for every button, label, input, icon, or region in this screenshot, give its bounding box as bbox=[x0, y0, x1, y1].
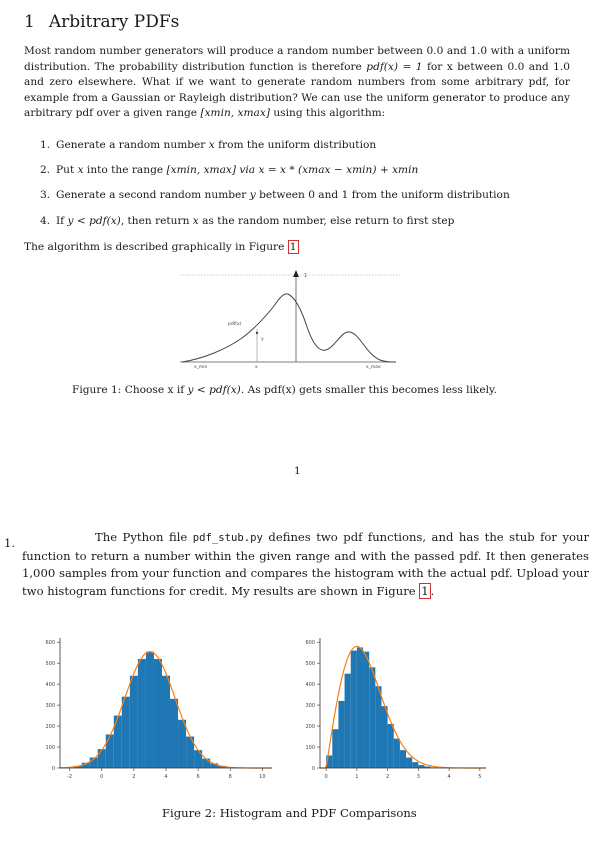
step-1-text-b: from the uniform distribution bbox=[214, 139, 377, 151]
y-tick-label: 300 bbox=[45, 703, 55, 710]
histogram-bar bbox=[351, 651, 357, 768]
step-3-number: 3. bbox=[40, 189, 51, 201]
histogram-right bbox=[296, 630, 496, 780]
step-2-text-b: into the range bbox=[83, 164, 167, 176]
x-tick-label: 1 bbox=[355, 774, 359, 780]
page-number: 1 bbox=[294, 465, 301, 477]
figure-1-diagram bbox=[180, 266, 410, 374]
algorithm-sentence-text: The algorithm is described graphically in Figure bbox=[24, 241, 288, 253]
step-2-text-a: Put bbox=[56, 164, 78, 176]
intro-text-3: using this algorithm: bbox=[269, 107, 386, 119]
y-tick-label: 400 bbox=[305, 682, 315, 689]
y-tick-label: 100 bbox=[305, 745, 315, 752]
histogram-bar bbox=[406, 758, 412, 768]
histogram-bar bbox=[122, 697, 130, 768]
histogram-bar bbox=[394, 739, 400, 768]
problem-text-2: defines two pdf functions, and has the stub for your function to return a number within the given range and with the passed pdf. It then generates 1,000 samples from your function and compares the histogram with the actual pdf. Upload your two histogram functions for credit. My results are shown in Figure bbox=[22, 530, 589, 598]
y-tick-label: 200 bbox=[305, 724, 315, 731]
pdf-curve bbox=[182, 294, 396, 362]
figure-1-reference-link[interactable]: 1 bbox=[289, 241, 297, 253]
intro-paragraph bbox=[24, 44, 570, 122]
intro-text-1: Most random number generators will produce a random number between 0.0 and 1.0 with a uniform distribution. The probability distribution function is therefore bbox=[24, 45, 570, 73]
y-tick-label: 200 bbox=[45, 724, 55, 731]
histogram-bar bbox=[162, 676, 170, 768]
histogram-bar bbox=[130, 676, 138, 768]
step-3-math-1: y bbox=[249, 189, 256, 201]
y-tick-label: 600 bbox=[305, 640, 315, 647]
step-2-text-c: via x = x * (xmax − xmin) + xmin bbox=[236, 164, 419, 176]
histogram-bar bbox=[345, 674, 351, 768]
x-tick-label: 2 bbox=[386, 774, 390, 780]
step-4-text-c: as the random number, else return to first step bbox=[198, 215, 455, 227]
y-tick-label: 300 bbox=[305, 703, 315, 710]
histogram-bar bbox=[178, 720, 186, 768]
section-title: Arbitrary PDFs bbox=[48, 12, 180, 32]
histogram-bar bbox=[332, 729, 338, 768]
step-4-math-1: y < pdf(x) bbox=[67, 215, 121, 227]
histogram-bar bbox=[400, 750, 406, 768]
label-xmin: x_min bbox=[194, 365, 208, 370]
step-1-text-a: Generate a random number bbox=[56, 139, 209, 151]
histogram-left bbox=[22, 630, 282, 780]
x-tick-label: 4 bbox=[447, 774, 451, 780]
label-pdf: pdf(x) bbox=[228, 322, 242, 327]
histogram-bar bbox=[138, 659, 146, 768]
y-tick-label: 600 bbox=[45, 640, 55, 647]
algorithm-sentence bbox=[24, 241, 299, 253]
step-3 bbox=[40, 189, 510, 201]
step-4-number: 4. bbox=[40, 215, 51, 227]
section-number: 1 bbox=[24, 12, 35, 32]
problem-number: 1. bbox=[4, 536, 16, 550]
histogram-bar bbox=[369, 667, 375, 768]
section-heading bbox=[24, 12, 179, 32]
histogram-bar bbox=[357, 647, 363, 768]
step-3-text-b: between 0 and 1 from the uniform distribution bbox=[255, 189, 510, 201]
figure-1-caption-b: . As pdf(x) gets smaller this becomes less likely. bbox=[240, 384, 497, 396]
x-tick-label: 10 bbox=[259, 774, 266, 780]
sample-point bbox=[256, 332, 258, 334]
histogram-bar bbox=[170, 699, 178, 768]
histogram-bar bbox=[381, 706, 387, 768]
step-1-number: 1. bbox=[40, 139, 51, 151]
step-4-text-b: , then return bbox=[120, 215, 193, 227]
histogram-bar bbox=[363, 652, 369, 768]
figure-1-caption bbox=[72, 384, 497, 396]
y-tick-label: 400 bbox=[45, 682, 55, 689]
figure-1-caption-a: Figure 1: Choose x if bbox=[72, 384, 188, 396]
y-tick-label: 0 bbox=[51, 766, 55, 772]
histogram-bar bbox=[338, 701, 344, 768]
step-2-math-1: x bbox=[77, 164, 84, 176]
figure-2-caption: Figure 2: Histogram and PDF Comparisons bbox=[162, 806, 417, 820]
step-4 bbox=[40, 215, 454, 227]
step-3-text-a: Generate a second random number bbox=[56, 189, 250, 201]
histogram-bar bbox=[412, 762, 418, 768]
step-2-number: 2. bbox=[40, 164, 51, 176]
figure-1-caption-math: y < pdf(x) bbox=[187, 384, 241, 396]
y-tick-label: 100 bbox=[45, 745, 55, 752]
x-tick-label: 2 bbox=[132, 774, 136, 780]
histogram-bar bbox=[146, 652, 154, 768]
label-x: x bbox=[255, 365, 258, 370]
intro-text-2: for x between 0.0 and 1.0 and zero elsewhere. What if we want to generate random numbers from some arbitrary pdf, for example from a Gaussian or Rayleigh distribution? We can use the uniform generator to produce any arbitrary pdf over a given range bbox=[24, 60, 570, 119]
step-4-math-2: x bbox=[192, 215, 199, 227]
histogram-bar bbox=[154, 659, 162, 768]
x-tick-label: -2 bbox=[67, 774, 73, 780]
y-tick-label: 500 bbox=[45, 661, 55, 668]
step-4-text-a: If bbox=[56, 215, 68, 227]
step-1 bbox=[40, 139, 376, 151]
figure-ref-link[interactable]: 1 bbox=[421, 583, 429, 598]
x-tick-label: 6 bbox=[196, 774, 200, 780]
step-2 bbox=[40, 164, 418, 176]
x-tick-label: 8 bbox=[228, 774, 232, 780]
intro-range: [xmin, xmax] bbox=[200, 107, 270, 119]
y-tick-label: 0 bbox=[311, 766, 315, 772]
x-tick-label: 0 bbox=[324, 774, 328, 780]
problem-paragraph bbox=[22, 529, 589, 600]
x-tick-label: 3 bbox=[416, 774, 420, 780]
histogram-bar bbox=[418, 765, 424, 768]
problem-code: pdf_stub.py bbox=[192, 532, 263, 544]
step-1-math-1: x bbox=[208, 139, 215, 151]
x-tick-label: 5 bbox=[478, 774, 482, 780]
histogram-bar bbox=[202, 759, 210, 768]
label-one: 1 bbox=[304, 273, 308, 279]
y-tick-label: 500 bbox=[305, 661, 315, 668]
problem-text-3: . bbox=[430, 583, 435, 598]
axis-arrow-icon bbox=[293, 270, 299, 277]
step-2-math-2: [xmin, xmax] bbox=[166, 164, 237, 176]
histogram-bar bbox=[98, 749, 106, 768]
histogram-bar bbox=[375, 686, 381, 768]
histogram-bar bbox=[106, 734, 114, 768]
label-xmax: x_max bbox=[366, 365, 381, 370]
x-tick-label: 0 bbox=[100, 774, 104, 780]
intro-pdf-eq: pdf(x) = 1 bbox=[366, 60, 423, 73]
histogram-bar bbox=[388, 724, 394, 768]
x-tick-label: 4 bbox=[164, 774, 168, 780]
label-y: y bbox=[261, 337, 264, 342]
problem-text-1: The Python file bbox=[95, 530, 193, 544]
